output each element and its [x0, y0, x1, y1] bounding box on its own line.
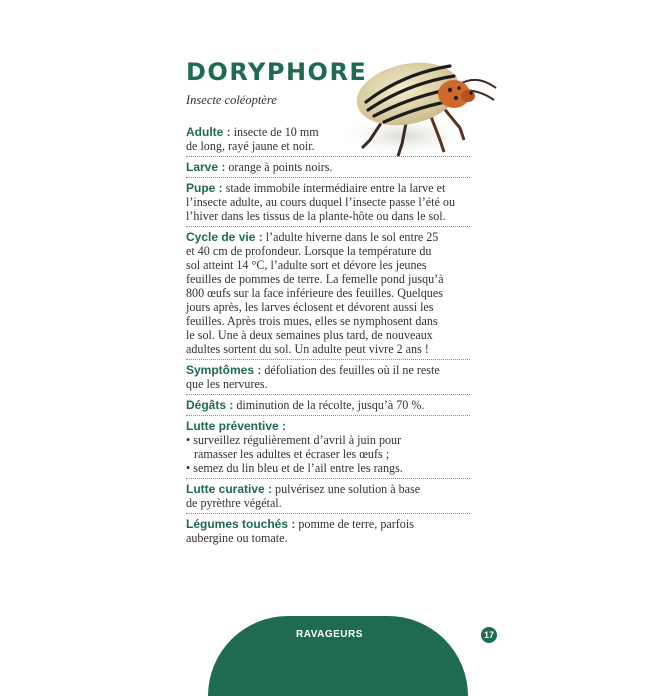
entry-text: stade immobile intermédiaire entre la larve et	[222, 181, 446, 195]
entry-legumes-touches	[186, 516, 470, 548]
entry-label: Cycle de vie :	[186, 230, 263, 244]
entry-text: adultes sortent du sol. Un adulte peut vivre 2 ans !	[186, 342, 429, 356]
entry-pupe	[186, 180, 470, 227]
entry-text: et 40 cm de profondeur. Lorsque la température du	[186, 244, 432, 258]
bullet-item	[186, 461, 470, 475]
entry-text: de pyrèthre végétal.	[186, 496, 282, 510]
entry-text: le sol. Une à deux semaines plus tard, de nouveaux	[186, 328, 433, 342]
entry-text: pulvérisez une solution à base	[272, 482, 421, 496]
fact-sheet	[186, 124, 470, 550]
entry-text: l’adulte hiverne dans le sol entre 25	[262, 230, 439, 244]
bullet-text: ramasser les adultes et écraser les œufs ;	[194, 447, 390, 461]
entry-text: l’hiver dans les tissus de la plante-hôte ou dans le sol.	[186, 209, 446, 223]
page-title: DORYPHORE	[186, 58, 368, 86]
entry-label: Pupe :	[186, 181, 223, 195]
entry-text: insecte de 10 mm	[230, 125, 319, 139]
entry-text: que les nervures.	[186, 377, 268, 391]
entry-text: feuilles. Après trois mues, elles se nymphosent dans	[186, 314, 438, 328]
entry-label: Symptômes :	[186, 363, 262, 377]
entry-lutte-curative	[186, 481, 470, 514]
entry-text: aubergine ou tomate.	[186, 531, 288, 545]
entry-text: sol atteint 14 °C, l’adulte sort et dévore les jeunes	[186, 258, 427, 272]
entry-label: Lutte curative :	[186, 482, 273, 496]
entry-adulte	[186, 124, 470, 157]
page-number: 17	[481, 627, 497, 643]
entry-text: l’insecte adulte, au cours duquel l’insecte passe l’été ou	[186, 195, 455, 209]
entry-text: jours après, les larves éclosent et dévorent aussi les	[186, 300, 434, 314]
entry-label: Larve :	[186, 160, 226, 174]
entry-text: 800 œufs sur la face inférieure des feuilles. Quelques	[186, 286, 443, 300]
footer-arc	[208, 616, 468, 696]
entry-label: Dégâts :	[186, 398, 234, 412]
entry-text: diminution de la récolte, jusqu’à 70 %.	[233, 398, 425, 412]
entry-text: orange à points noirs.	[225, 160, 333, 174]
page-subtitle: Insecte coléoptère	[186, 93, 277, 107]
entry-label: Lutte préventive :	[186, 419, 287, 433]
entry-text: feuilles de pommes de terre. La femelle pond jusqu’à	[186, 272, 444, 286]
bullet-text: • surveillez régulièrement d’avril à juin pour	[186, 433, 402, 447]
entry-cycle-de-vie	[186, 229, 470, 360]
entry-text: pomme de terre, parfois	[295, 517, 414, 531]
entry-symptomes	[186, 362, 470, 395]
entry-label: Légumes touchés :	[186, 517, 296, 531]
entry-degats	[186, 397, 470, 416]
bullet-item	[186, 433, 470, 461]
entry-larve	[186, 159, 470, 178]
entry-text: défoliation des feuilles où il ne reste	[261, 363, 440, 377]
bullet-text: • semez du lin bleu et de l’ail entre les rangs.	[186, 461, 403, 475]
section-label: RAVAGEURS	[296, 629, 363, 640]
entry-label: Adulte :	[186, 125, 231, 139]
entry-text: de long, rayé jaune et noir.	[186, 139, 315, 153]
entry-lutte-preventive	[186, 418, 470, 479]
